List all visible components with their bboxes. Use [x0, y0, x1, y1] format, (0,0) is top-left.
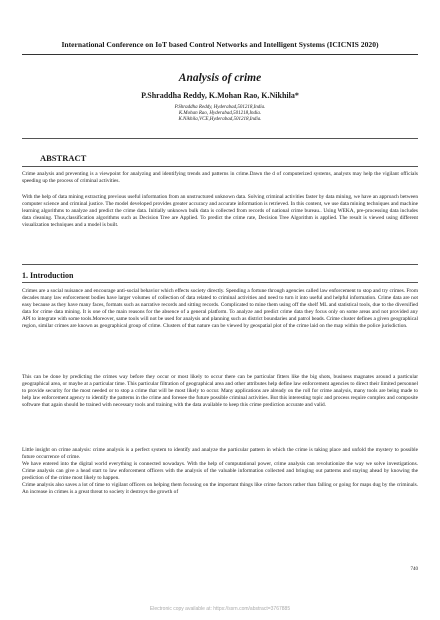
affiliation-1: P.Shraddha Reddy, Hyderabad,501218,India.	[174, 105, 266, 110]
affiliation-2: K.Mohan Rao, Hyderabad,501218,India.	[178, 111, 262, 116]
intro-paragraph-1: Crimes are a social nuisance and encourage anti-social behavior which effects society directly. Spending a fortune through agencies called law enforcement to stop and try crimes. From decades many law enforcement bodies have larger volumes of collection of data related to criminal activities and need to turn it into useful and helpful information. Crime data are not easy because as they have many faces, formats such as narrative records and sitting records. Complicated to mine them using off the shelf ML and statistical tools, due to the diversified data for crime data mining. It is one of the main reasons for the absence of a general platform. To analyze and predict crime data they focus only on some areas and not provided any API to integrate with some tools.Moreover, same tools will not be used for analysis and planning such as district boundaries and patrol beads. Crime cluster defines a given geographical region, similar crimes are known as geographical group of crime. Clusters of that nature can be viewed by geospatial plot of the crime laid on the map within the police jurisdiction.	[22, 288, 418, 330]
intro-paragraph-2: This can be done by predicting the crimes way before they occur or most likely to occur there can be particular fitters like the big shots, business magnates around a particular geographical area, or maybe at a particular time. This particular filtration of geographical area and other attributes help define law enforcement agencies to direct their limited personnel to provide security for the most needed or to stop a crime that will be most likely to occur. Many applications are already on the roll for crime analysis, many tools are being made to help law enforcement agency to identify the patterns in the crime and foresee the future possible criminal activities. But this interesting topic and process require complex and composite software that again should be trained with necessary tools and training with the data available to keep this crime prediction accurate and valid.	[22, 374, 418, 409]
affiliation-3: K.Nikhila,VCE,Hyderabad,501218,India.	[178, 117, 262, 122]
header-rule	[22, 54, 418, 55]
paper-title: Analysis of crime	[178, 72, 262, 84]
abstract-heading: ABSTRACT	[40, 153, 87, 163]
intro-top-rule	[22, 264, 418, 265]
intro-heading-rule	[22, 282, 418, 283]
abstract-top-rule	[22, 138, 418, 139]
abstract-heading-rule	[22, 166, 418, 167]
abstract-paragraph-2: With the help of data mining extracting previous useful information from an unstructured unknown data. Solving criminal activities faster by data mining, we have an approach between computer science and criminal justice. The model developed provides greater accuracy and accurate information is retrieved. In this content, we use data mining techniques and machine learning algorithms to analyze and predict the crime data. Initially unknown bulk data is collected from records of national crime bureau.. Using WEKA, pre-processing data includes data cleaning. Thus,classification algorithms such as Decision Tree are Applied. To predict the crime rate, Decision Tree Algorithm is applied. The result is viewed using different visualization techniques and a model is built.	[22, 194, 418, 229]
intro-heading: 1. Introduction	[22, 271, 74, 280]
author-list: P.Shraddha Reddy, K.Mohan Rao, K.Nikhila*	[141, 91, 299, 100]
page-number: 740	[410, 567, 418, 572]
intro-paragraph-3: Little insight on crime analysis: crime analysis is a perfect system to identify and analyze the particular pattern in which the crime is taking place and unfold the mystery to possible future occurrence of crime. We have entered into the digital world everything is connected nowadays. With the help of computational power, crime analysis can revolutionize the way we solve investigations. Crime analysis can give a head start to law enforcement officers with the analysis of the valuable information collected and bringing out patterns and staying ahead by knowing the prediction of the crime most likely to happen. Crime analysis also saves a lot of time to vigilant officers on helping them focusing on the important things like crime factors rather than falling or going for maps dug by the criminals. An increase in crimes is a great threat to society it destroys the growth of	[22, 447, 418, 496]
abstract-paragraph-1: Crime analysis and preventing is a viewpoint for analyzing and identifying trends and patterns in crime.Dawn the d of computerized systems, analysts may help the vigilant officials speeding up the process of criminal activities.	[22, 171, 418, 185]
ssrn-footer: Electronic copy available at: https://ssrn.com/abstract=3767885	[149, 606, 291, 612]
conference-header: International Conference on IoT based Control Networks and Intelligent Systems (ICICNIS 2020)	[61, 40, 379, 49]
